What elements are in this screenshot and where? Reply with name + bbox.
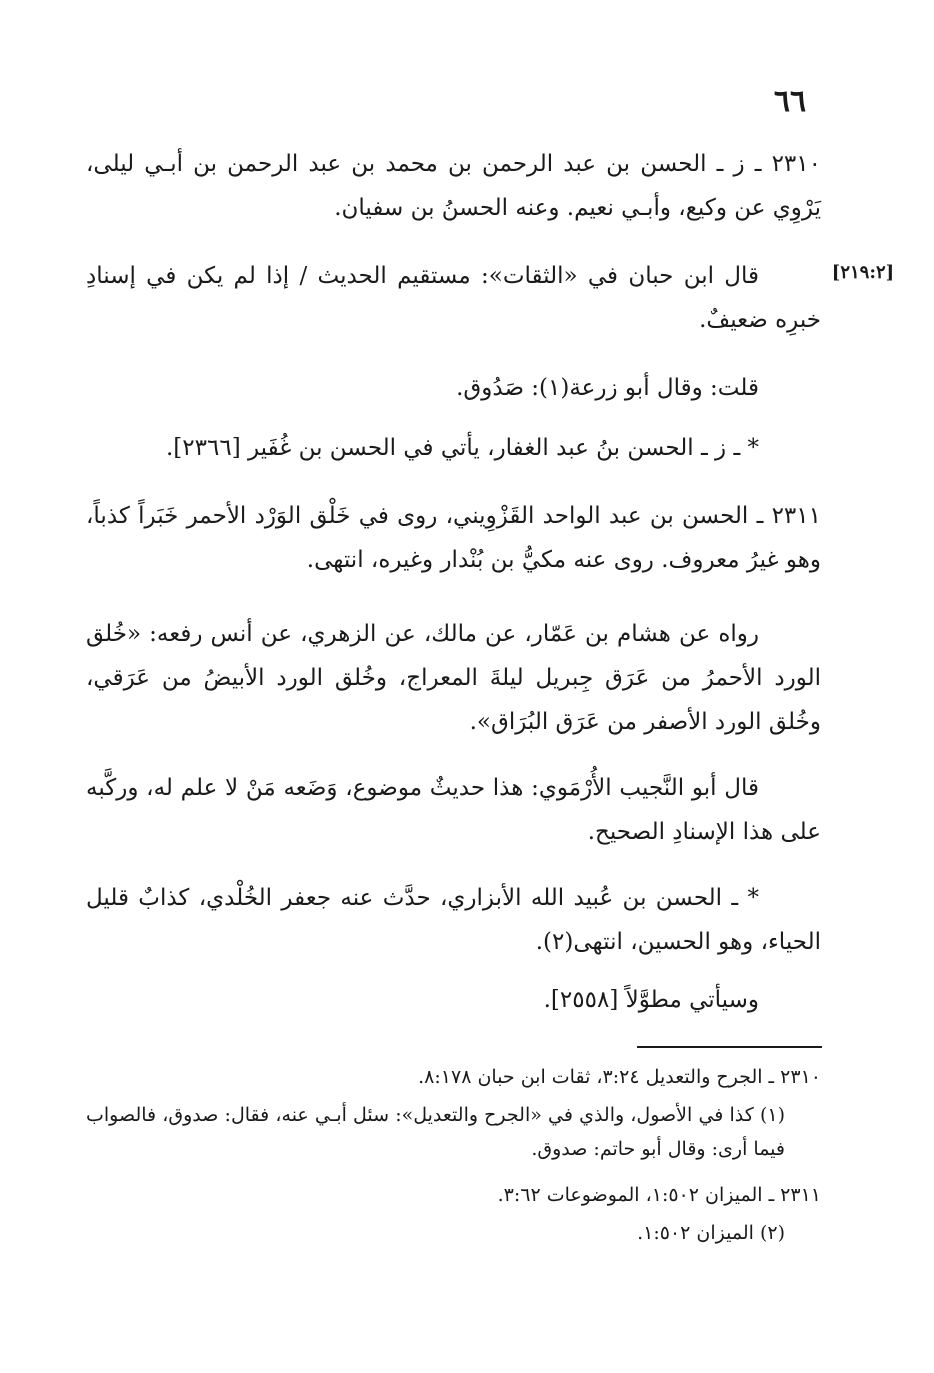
footnote-2310: ٢٣١٠ ـ الجرح والتعديل ٣:٢٤، ثقات ابن حبان ٨:١٧٨. <box>418 1066 821 1088</box>
entry-abzari: * ـ الحسن بن عُبيد الله الأبزاري، حدَّث عنه جعفر الخُلْدي، كذابٌ قليل الحياء، وهو الحسين، انتهى(٢). <box>86 885 821 955</box>
footnote-divider <box>637 1046 822 1048</box>
entry-2310: ٢٣١٠ ـ ز ـ الحسن بن عبد الرحمن بن محمد بن عبد الرحمن بن أبـي ليلى، يَرْوِي عن وكيع، وأبـي نعيم. وعنه الحسنُ بن سفيان. <box>86 151 821 221</box>
entry-2311: ٢٣١١ ـ الحسن بن عبد الواحد القَزْوِيني، روى في خَلْق الوَرْد الأحمر خَبَراً كذباً، وهو غيرُ معروف. روى عنه مكيُّ بن بُنْدار وغيره، انتهى. <box>86 503 821 573</box>
footnote-1: (١) كذا في الأصول، والذي في «الجرح والتعديل»: سئل أبـي عنه، فقال: صدوق، فالصواب فيما أرى: وقال أبو حاتم: صدوق. <box>86 1104 785 1160</box>
footnote-2: (٢) الميزان ١:٥٠٢. <box>637 1222 785 1244</box>
hadith-narration: رواه عن هشام بن عَمّار، عن مالك، عن الزهري، عن أنس رفعه: «خُلق الورد الأحمرُ من عَرَق جِبريل ليلةَ المعراج، وخُلق الورد الأبيضُ من عَرَقي، وخُلق الورد الأصفر من عَرَق البُرَاق». <box>86 621 821 735</box>
ibn-hibban-quote: قال ابن حبان في «الثقات»: مستقيم الحديث / إذا لم يكن في إسنادِ خبرِه ضعيفٌ. <box>86 263 821 333</box>
abu-najib-comment: قال أبو النَّجيب الأُرْمَوي: هذا حديثٌ موضوع، وَضَعه مَنْ لا علم له، وركَّبه على هذا الإسنادِ الصحيح. <box>86 775 821 845</box>
marginal-reference: [٢١٩:٢] <box>831 262 895 283</box>
cross-reference-2558: وسيأتي مطوَّلاً [٢٥٥٨]. <box>543 987 759 1013</box>
cross-reference-2366: * ـ ز ـ الحسن بنُ عبد الغفار، يأتي في الحسن بن غُفَير [٢٣٦٦]. <box>165 435 759 461</box>
page-number: ٦٦ <box>773 84 807 119</box>
abu-zura-note: قلت: وقال أبو زرعة(١): صَدُوق. <box>456 375 759 401</box>
footnote-2311: ٢٣١١ ـ الميزان ١:٥٠٢، الموضوعات ٣:٦٢. <box>497 1184 821 1206</box>
